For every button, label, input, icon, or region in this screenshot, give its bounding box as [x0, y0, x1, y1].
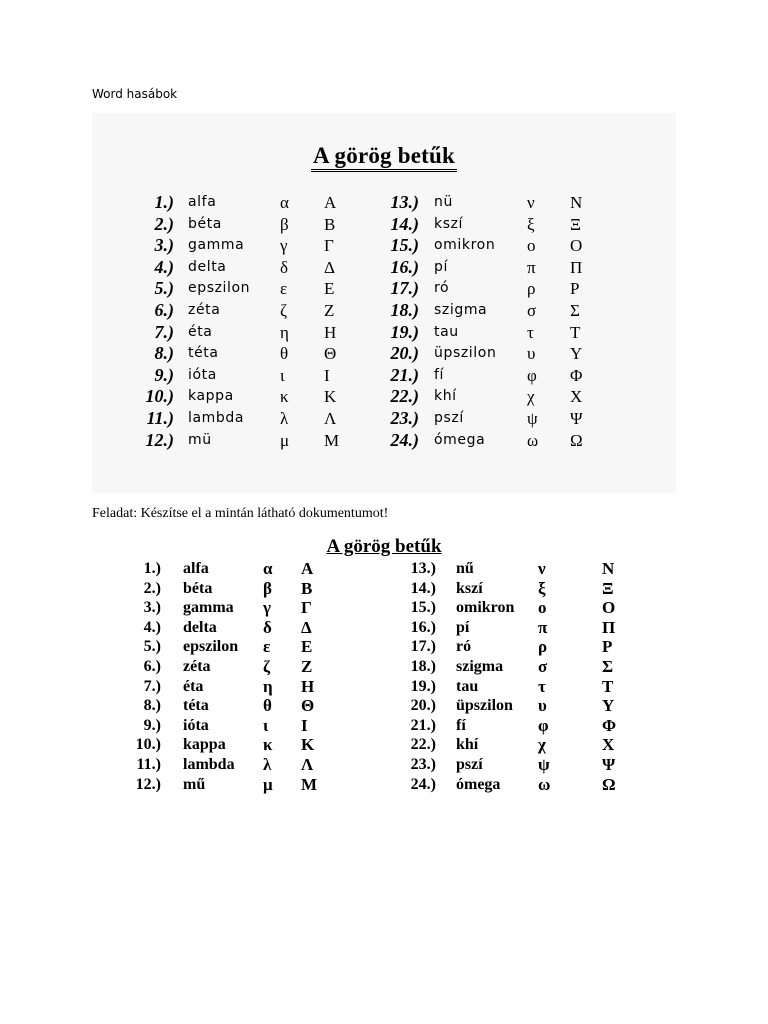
rec-lower: ε	[263, 637, 271, 657]
rec-num: 10.)	[135, 736, 161, 754]
sample-name: béta	[188, 215, 222, 232]
rec-name: ióta	[183, 716, 209, 734]
sample-name: pí	[434, 258, 448, 275]
rec-upper: Δ	[301, 617, 312, 637]
rec-name: kappa	[183, 736, 226, 754]
sample-lower: θ	[280, 344, 289, 364]
rec-lower: τ	[538, 676, 546, 696]
sample-lower: π	[527, 257, 536, 277]
rec-lower: μ	[263, 774, 273, 794]
sample-name: khí	[434, 388, 457, 405]
sample-name: zéta	[188, 302, 221, 318]
rec-name: mű	[183, 775, 206, 793]
sample-upper: Μ	[324, 430, 340, 450]
sample-num: 1.)	[154, 192, 174, 212]
rec-name: béta	[183, 579, 213, 597]
sample-lower: ζ	[280, 301, 288, 320]
rec-upper: Π	[602, 617, 616, 637]
rec-num: 21.)	[410, 716, 436, 734]
sample-upper: Τ	[570, 322, 581, 342]
rec-num: 22.)	[410, 736, 436, 754]
sample-name: lambda	[188, 410, 245, 426]
rec-num: 23.)	[410, 756, 436, 773]
sample-num: 18.)	[390, 300, 419, 320]
sample-num: 19.)	[390, 321, 419, 342]
rec-num: 8.)	[143, 697, 161, 715]
rec-num: 24.)	[410, 775, 436, 793]
rec-lower: χ	[538, 735, 546, 755]
rec-name: zéta	[183, 658, 211, 675]
rec-upper: Β	[301, 578, 313, 598]
rec-name: nű	[456, 560, 474, 577]
rec-name: ómega	[456, 775, 501, 793]
rec-num: 12.)	[135, 775, 161, 793]
sample-lower: μ	[280, 430, 290, 450]
sample-name: kappa	[188, 388, 234, 405]
sample-name: epszilon	[188, 280, 251, 297]
sample-lower: ω	[527, 430, 539, 450]
sample-upper: Η	[324, 322, 337, 342]
sample-lower: η	[280, 322, 289, 342]
sample-lower: ι	[280, 365, 285, 385]
recreation-title: A görög betűk	[326, 536, 442, 557]
rec-lower: λ	[263, 755, 272, 774]
rec-name: khí	[456, 736, 479, 754]
rec-upper: Ζ	[301, 657, 313, 676]
sample-lower: χ	[527, 387, 535, 407]
rec-lower: ρ	[538, 637, 548, 657]
rec-num: 14.)	[410, 579, 436, 597]
sample-num: 14.)	[390, 213, 419, 234]
rec-num: 7.)	[143, 677, 161, 695]
rec-upper: Ι	[301, 715, 308, 735]
rec-upper: Ν	[602, 559, 615, 578]
rec-name: éta	[183, 677, 204, 695]
sample-upper: Ρ	[570, 279, 580, 299]
sample-upper: Σ	[570, 301, 580, 320]
sample-lower: α	[280, 193, 289, 212]
sample-num: 24.)	[390, 429, 419, 450]
sample-upper: Ι	[324, 365, 330, 385]
rec-lower: ξ	[538, 578, 546, 598]
sample-name: kszí	[434, 215, 464, 232]
rec-num: 1.)	[143, 560, 161, 577]
sample-upper: Κ	[324, 387, 337, 407]
sample-name: mü	[188, 431, 212, 448]
sample-upper: Δ	[324, 257, 335, 277]
sample-name: omikron	[434, 237, 496, 254]
sample-num: 6.)	[154, 300, 174, 320]
rec-name: kszí	[456, 579, 483, 597]
rec-upper: Η	[301, 676, 315, 696]
rec-name: tau	[456, 677, 479, 695]
sample-num: 12.)	[145, 429, 174, 450]
rec-lower: π	[538, 617, 548, 637]
sample-upper: Θ	[324, 344, 337, 364]
sample-name: alfa	[188, 194, 217, 210]
sample-upper: Φ	[570, 365, 583, 385]
sample-title-text: A görög betűk	[311, 143, 457, 172]
rec-lower: ζ	[263, 657, 271, 676]
rec-lower: υ	[538, 696, 547, 716]
rec-num: 13.)	[410, 560, 436, 577]
document-heading: Word hasábok	[92, 87, 178, 101]
rec-name: gamma	[183, 599, 234, 617]
rec-name: üpszilon	[456, 697, 513, 715]
rec-name: delta	[183, 618, 217, 636]
sample-name: delta	[188, 258, 227, 275]
rec-lower: ν	[538, 559, 546, 578]
sample-title	[92, 143, 676, 172]
sample-name: szigma	[434, 302, 488, 318]
sample-num: 5.)	[154, 278, 174, 299]
sample-upper: Ψ	[570, 409, 583, 428]
rec-upper: Λ	[301, 755, 314, 774]
rec-upper: Θ	[301, 696, 315, 716]
sample-num: 2.)	[154, 213, 174, 234]
rec-lower: α	[263, 559, 273, 578]
sample-lower: τ	[527, 322, 534, 342]
rec-num: 18.)	[410, 658, 436, 675]
sample-lower: δ	[280, 257, 289, 277]
rec-lower: β	[263, 578, 272, 598]
rec-num: 16.)	[410, 618, 436, 636]
sample-name: téta	[188, 345, 219, 362]
rec-upper: Ω	[602, 774, 616, 794]
sample-upper: Ζ	[324, 301, 335, 320]
sample-name: gamma	[188, 237, 245, 254]
rec-upper: Υ	[602, 696, 615, 716]
sample-upper: Λ	[324, 409, 337, 428]
sample-num: 15.)	[390, 235, 419, 256]
rec-upper: Φ	[602, 715, 617, 735]
sample-upper: Ο	[570, 236, 583, 256]
sample-name: tau	[434, 323, 459, 340]
sample-num: 4.)	[154, 256, 174, 277]
rec-name: lambda	[183, 756, 235, 773]
sample-num: 9.)	[154, 364, 174, 385]
rec-name: szigma	[456, 658, 504, 675]
rec-num: 6.)	[143, 658, 161, 675]
sample-num: 20.)	[390, 343, 419, 364]
sample-num: 7.)	[154, 321, 174, 342]
rec-num: 5.)	[143, 638, 161, 656]
rec-name: alfa	[183, 560, 209, 577]
sample-lower: κ	[280, 387, 289, 407]
rec-upper: Α	[301, 559, 314, 578]
sample-upper: Ε	[324, 279, 335, 299]
rec-upper: Σ	[602, 657, 614, 676]
sample-upper: Α	[324, 193, 337, 212]
rec-lower: θ	[263, 696, 272, 716]
rec-num: 9.)	[143, 716, 161, 734]
sample-upper: Ξ	[570, 214, 581, 234]
sample-lower: β	[280, 214, 289, 234]
rec-num: 20.)	[410, 697, 436, 715]
rec-num: 17.)	[410, 638, 436, 656]
rec-name: fí	[456, 716, 466, 734]
sample-num: 13.)	[390, 192, 419, 212]
sample-num: 11.)	[146, 408, 174, 428]
sample-upper: Ω	[570, 430, 583, 450]
rec-name: omikron	[456, 599, 515, 617]
rec-upper: Γ	[301, 598, 312, 618]
sample-name: ró	[434, 280, 450, 297]
sample-lower: σ	[527, 301, 537, 320]
sample-lower: ε	[280, 279, 288, 299]
sample-lower: ψ	[527, 409, 538, 428]
rec-lower: ψ	[538, 755, 550, 774]
rec-lower: γ	[263, 598, 271, 618]
sample-num: 8.)	[154, 343, 174, 364]
sample-name: ómega	[434, 431, 486, 448]
sample-lower: φ	[527, 365, 537, 385]
sample-num: 3.)	[154, 235, 174, 256]
rec-upper: Κ	[301, 735, 315, 755]
sample-upper: Χ	[570, 387, 583, 407]
rec-num: 11.)	[136, 756, 161, 773]
sample-num: 21.)	[390, 364, 419, 385]
rec-name: pí	[456, 618, 470, 636]
rec-lower: ι	[263, 715, 269, 735]
sample-lower: ρ	[527, 279, 536, 299]
rec-lower: ω	[538, 774, 551, 794]
rec-upper: Χ	[602, 735, 615, 755]
rec-upper: Ξ	[602, 578, 614, 598]
rec-upper: Μ	[301, 774, 318, 794]
task-text: Feladat: Készítse el a mintán látható dokumentumot!	[92, 506, 389, 521]
rec-num: 3.)	[143, 599, 161, 617]
rec-lower: σ	[538, 657, 548, 676]
rec-num: 15.)	[410, 599, 436, 617]
sample-upper: Υ	[570, 344, 583, 364]
rec-upper: Τ	[602, 676, 614, 696]
rec-upper: Ε	[301, 637, 313, 657]
sample-num: 16.)	[390, 256, 419, 277]
sample-name: éta	[188, 323, 213, 340]
rec-lower: η	[263, 676, 273, 696]
sample-name: fí	[434, 366, 445, 383]
sample-name: üpszilon	[434, 345, 497, 362]
rec-num: 4.)	[143, 618, 161, 636]
sample-name: pszí	[434, 410, 464, 426]
sample-upper: Γ	[324, 236, 334, 256]
rec-lower: κ	[263, 735, 273, 755]
sample-num: 17.)	[390, 278, 419, 299]
sample-image	[92, 113, 676, 493]
rec-name: téta	[183, 697, 209, 715]
sample-name: nü	[434, 194, 453, 210]
sample-lower: γ	[280, 236, 288, 256]
sample-lower: ξ	[527, 214, 535, 234]
sample-upper: Ν	[570, 193, 583, 212]
sample-lower: υ	[527, 344, 536, 364]
rec-num: 19.)	[410, 677, 436, 695]
rec-upper: Ρ	[602, 637, 613, 657]
sample-lower: λ	[280, 409, 289, 428]
sample-lower: ο	[527, 236, 536, 256]
rec-num: 2.)	[143, 579, 161, 597]
rec-name: ró	[456, 638, 472, 656]
sample-lower: ν	[527, 193, 535, 212]
rec-upper: Ο	[602, 598, 616, 618]
rec-lower: φ	[538, 715, 549, 735]
rec-upper: Ψ	[602, 755, 616, 774]
sample-num: 10.)	[145, 386, 174, 407]
rec-lower: δ	[263, 617, 272, 637]
sample-name: ióta	[188, 366, 217, 383]
rec-name: pszí	[456, 756, 483, 773]
sample-upper: Π	[570, 257, 583, 277]
rec-name: epszilon	[183, 638, 239, 656]
sample-upper: Β	[324, 214, 336, 234]
rec-lower: ο	[538, 598, 547, 618]
sample-num: 22.)	[390, 386, 419, 407]
sample-num: 23.)	[390, 408, 419, 428]
